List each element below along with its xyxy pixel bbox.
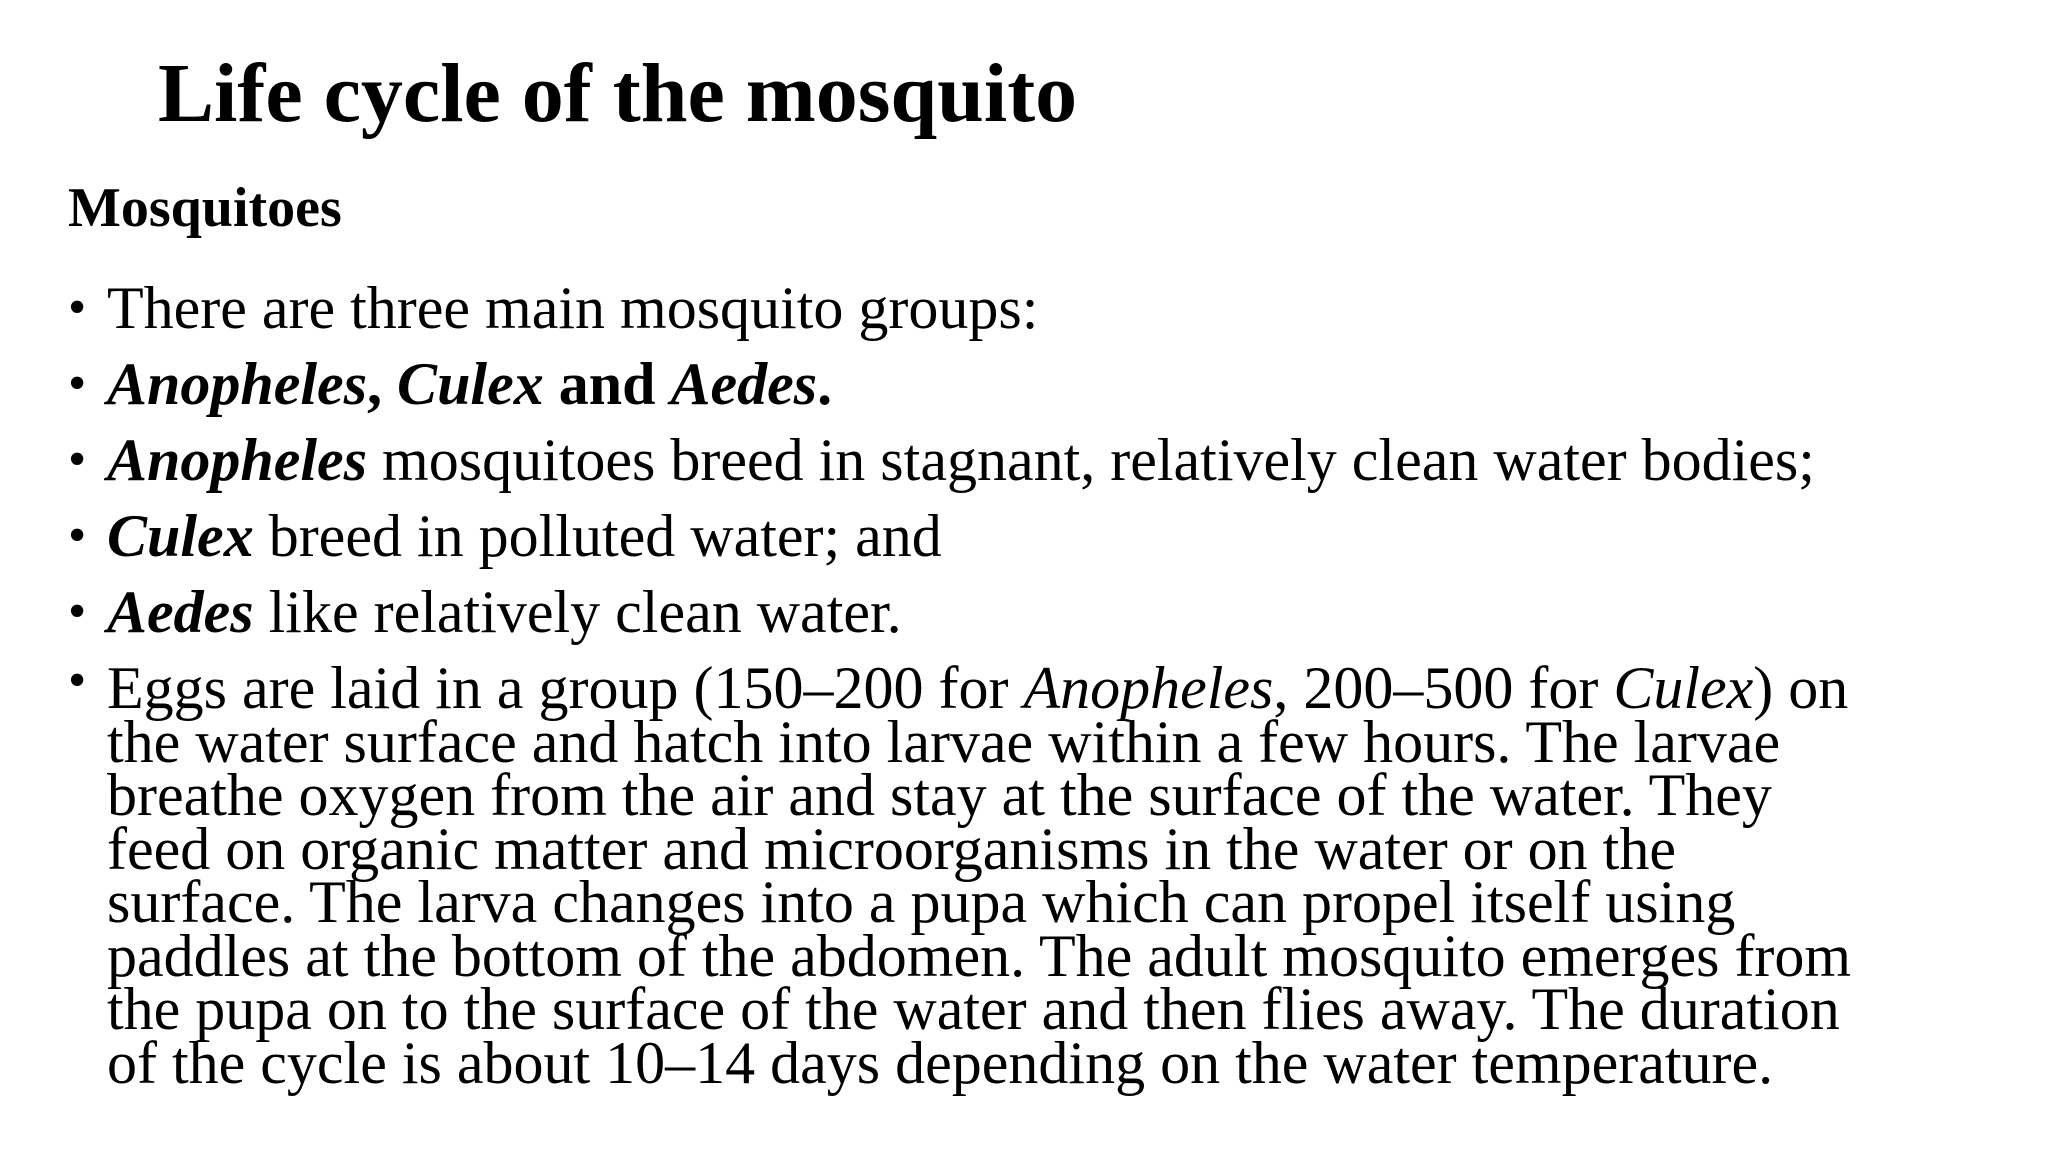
paragraph-text: Eggs are laid in a group (150–200 for: [107, 655, 1024, 721]
genus-culex: Culex: [1613, 655, 1754, 721]
genus-culex: Culex: [397, 351, 544, 417]
genus-anopheles: Anopheles: [1023, 655, 1274, 721]
bullet-item-life-cycle: [68, 652, 2018, 1096]
bullet-dot: •: [68, 583, 87, 640]
bullet-item-anopheles: [68, 422, 2018, 498]
slide-subtitle: Mosquitoes: [68, 177, 342, 239]
bullet-dot: •: [68, 507, 87, 564]
paragraph-line: of the cycle is about 10–14 days depending on the water temperature.: [107, 1029, 1774, 1096]
paragraph-text: ) on: [1753, 655, 1849, 721]
genus-anopheles: Anopheles: [107, 427, 368, 493]
paragraph-text: , 200–500 for: [1273, 655, 1614, 721]
bullet-text: breed in polluted water; and: [253, 503, 942, 569]
bullet-item-groups: [68, 270, 2018, 346]
paragraph-line: feed on organic matter and microorganisms in the water or on the: [107, 815, 1676, 882]
paragraph-line: breathe oxygen from the air and stay at the surface of the water. They: [107, 762, 1772, 828]
separator-comma: ,: [367, 351, 398, 417]
bullet-dot: •: [68, 355, 87, 412]
bullet-text: mosquitoes breed in stagnant, relatively clean water bodies;: [367, 427, 1815, 493]
paragraph-line: the water surface and hatch into larvae within a few hours. The larvae: [107, 708, 1781, 775]
bullet-list: [68, 270, 2018, 1096]
bullet-item-genera: [68, 346, 2018, 422]
bullet-item-culex: [68, 498, 2018, 574]
bullet-dot: •: [68, 431, 87, 488]
paragraph-line: the pupa on to the surface of the water and then flies away. The duration: [107, 976, 1840, 1042]
bullet-dot: •: [68, 279, 87, 336]
period: .: [817, 351, 833, 417]
genus-aedes: Aedes: [670, 351, 818, 417]
bullet-item-aedes: [68, 574, 2018, 650]
bullet-dot: •: [68, 652, 87, 709]
bullet-text: There are three main mosquito groups:: [107, 275, 1039, 341]
genus-culex: Culex: [107, 503, 254, 569]
genus-aedes: Aedes: [107, 579, 254, 645]
paragraph-line: [107, 655, 2018, 721]
paragraph-line: paddles at the bottom of the abdomen. The adult mosquito emerges from: [107, 922, 1852, 989]
bullet-text: like relatively clean water.: [253, 579, 902, 645]
paragraph-line: surface. The larva changes into a pupa which can propel itself using: [107, 869, 1736, 935]
slide-title: Life cycle of the mosquito: [158, 47, 1078, 140]
genus-anopheles: Anopheles: [107, 351, 368, 417]
conjunction-and: and: [543, 351, 671, 417]
